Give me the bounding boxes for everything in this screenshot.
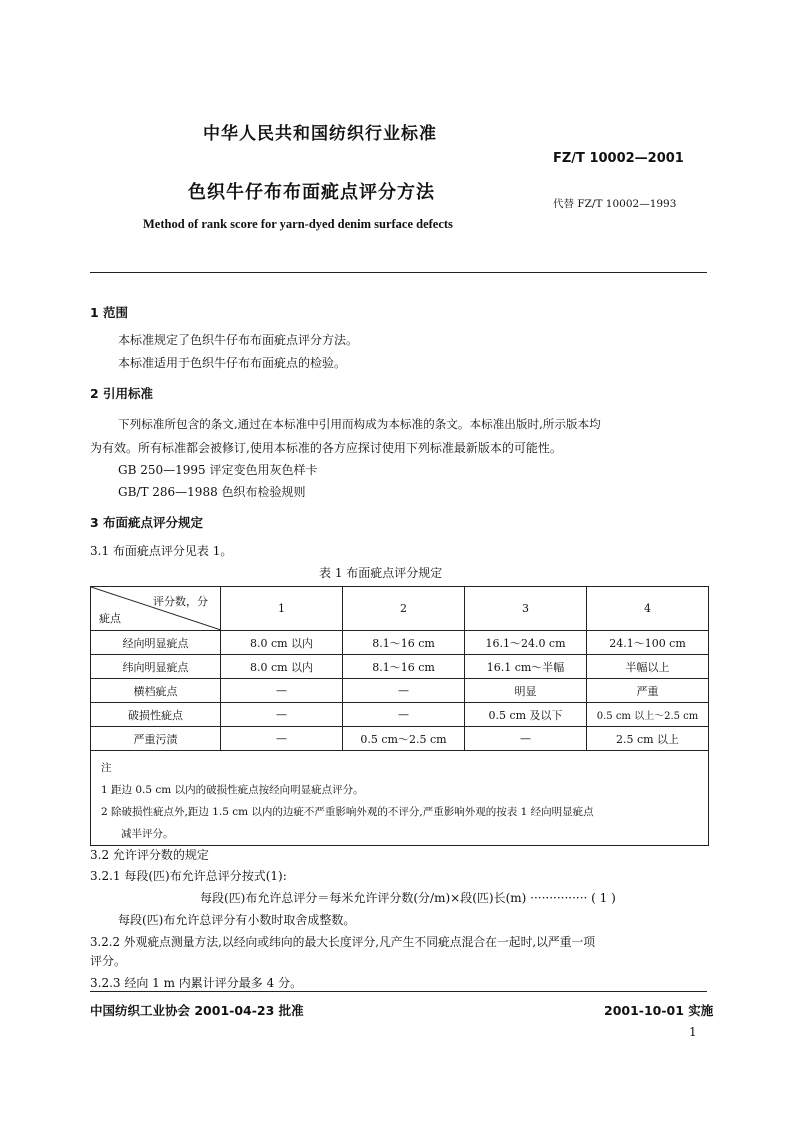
table-header-row <box>91 587 709 631</box>
note-2-continued: 减半评分。 <box>121 828 174 840</box>
document-title-english: Method of rank score for yarn-dyed denim surface defects <box>143 217 453 231</box>
header-divider <box>90 272 707 273</box>
section-3-2-3: 3.2.3 经向 1 m 内累计评分最多 4 分。 <box>90 976 303 990</box>
document-title: 色织牛仔布布面疵点评分方法 <box>188 182 435 203</box>
table-cell: 0.5 cm 及以下 <box>465 703 587 727</box>
table-cell: — <box>343 703 465 727</box>
section-3-1: 3.1 布面疵点评分见表 1。 <box>90 544 233 558</box>
table-notes <box>91 751 709 846</box>
table-cell: — <box>465 727 587 751</box>
section-3-2-1: 3.2.1 每段(匹)布允许总评分按式(1): <box>90 869 287 883</box>
table-row <box>91 679 709 703</box>
table-cell: 8.0 cm 以内 <box>221 655 343 679</box>
replaces-standard: 代替 FZ/T 10002—1993 <box>553 198 677 210</box>
table-diagonal-header-cell <box>91 587 221 631</box>
row-defect-name: 纬向明显疵点 <box>91 655 221 679</box>
table-cell: 明显 <box>465 679 587 703</box>
table-row <box>91 655 709 679</box>
table-cell: 严重 <box>587 679 709 703</box>
table-cell: 0.5 cm 以上～2.5 cm <box>587 703 709 727</box>
note-2: 2 除破损性疵点外,距边 1.5 cm 以内的边疵不严重影响外观的不评分,严重影响外观的按表 1 经向明显疵点 <box>101 806 594 818</box>
section-3-2-2-line-1: 3.2.2 外观疵点测量方法,以经向或纬向的最大长度评分,凡产生不同疵点混合在一起时,以严重一项 <box>90 935 596 949</box>
table-cell: 半幅以上 <box>587 655 709 679</box>
section-2-heading: 2 引用标准 <box>90 386 154 401</box>
score-header-label: 评分数，分 <box>153 595 208 608</box>
column-header: 1 <box>221 587 343 631</box>
note-1: 1 距边 0.5 cm 以内的破损性疵点按经向明显疵点评分。 <box>101 784 364 796</box>
table-cell: 24.1～100 cm <box>587 631 709 655</box>
section-3-2-heading: 3.2 允许评分数的规定 <box>90 848 209 862</box>
table-cell: — <box>221 727 343 751</box>
table-cell: 16.1 cm～半幅 <box>465 655 587 679</box>
defect-score-table <box>90 586 709 846</box>
table-row <box>91 703 709 727</box>
page-number: 1 <box>689 1025 697 1039</box>
table-cell: — <box>343 679 465 703</box>
table-cell: 0.5 cm～2.5 cm <box>343 727 465 751</box>
reference-gbt286: GB/T 286—1988 色织布检验规则 <box>118 485 306 499</box>
column-header: 3 <box>465 587 587 631</box>
defect-header-label: 疵点 <box>99 612 121 625</box>
table-cell: 8.1～16 cm <box>343 631 465 655</box>
section-2-para-line-1: 下列标准所包含的条文,通过在本标准中引用而构成为本标准的条文。本标准出版时,所示版本均 <box>118 417 601 431</box>
approval-date: 中国纺织工业协会 2001-04-23 批准 <box>90 1003 304 1018</box>
table-notes-row <box>91 751 709 846</box>
table-cell: — <box>221 703 343 727</box>
table-cell: 2.5 cm 以上 <box>587 727 709 751</box>
table-row <box>91 631 709 655</box>
standard-code: FZ/T 10002—2001 <box>553 151 684 166</box>
rounding-rule: 每段(匹)布允许总评分有小数时取舍成整数。 <box>118 913 356 927</box>
footer-divider <box>90 991 707 992</box>
table-caption: 表 1 布面疵点评分规定 <box>319 566 443 580</box>
formula-1: 每段(匹)布允许总评分＝每米允许评分数(分/m)×段(匹)长(m) ··············· ( 1 ) <box>200 891 616 905</box>
note-title: 注 <box>101 762 112 774</box>
section-1-para-2: 本标准适用于色织牛仔布布面疵点的检验。 <box>118 356 347 370</box>
section-3-2-2-line-2: 评分。 <box>90 954 127 968</box>
section-1-heading: 1 范围 <box>90 305 129 320</box>
reference-gb250: GB 250—1995 评定变色用灰色样卡 <box>118 463 318 477</box>
standard-org-title: 中华人民共和国纺织行业标准 <box>203 124 437 144</box>
row-defect-name: 破损性疵点 <box>91 703 221 727</box>
effective-date: 2001-10-01 实施 <box>604 1003 714 1018</box>
table-row <box>91 727 709 751</box>
row-defect-name: 严重污渍 <box>91 727 221 751</box>
row-defect-name: 经向明显疵点 <box>91 631 221 655</box>
table-cell: 8.0 cm 以内 <box>221 631 343 655</box>
table-cell: — <box>221 679 343 703</box>
section-3-heading: 3 布面疵点评分规定 <box>90 515 204 530</box>
table-cell: 16.1～24.0 cm <box>465 631 587 655</box>
column-header: 4 <box>587 587 709 631</box>
table-cell: 8.1～16 cm <box>343 655 465 679</box>
row-defect-name: 横档疵点 <box>91 679 221 703</box>
section-2-para-line-2: 为有效。所有标准都会被修订,使用本标准的各方应探讨使用下列标准最新版本的可能性。 <box>90 441 562 455</box>
column-header: 2 <box>343 587 465 631</box>
section-1-para-1: 本标准规定了色织牛仔布布面疵点评分方法。 <box>118 333 359 347</box>
